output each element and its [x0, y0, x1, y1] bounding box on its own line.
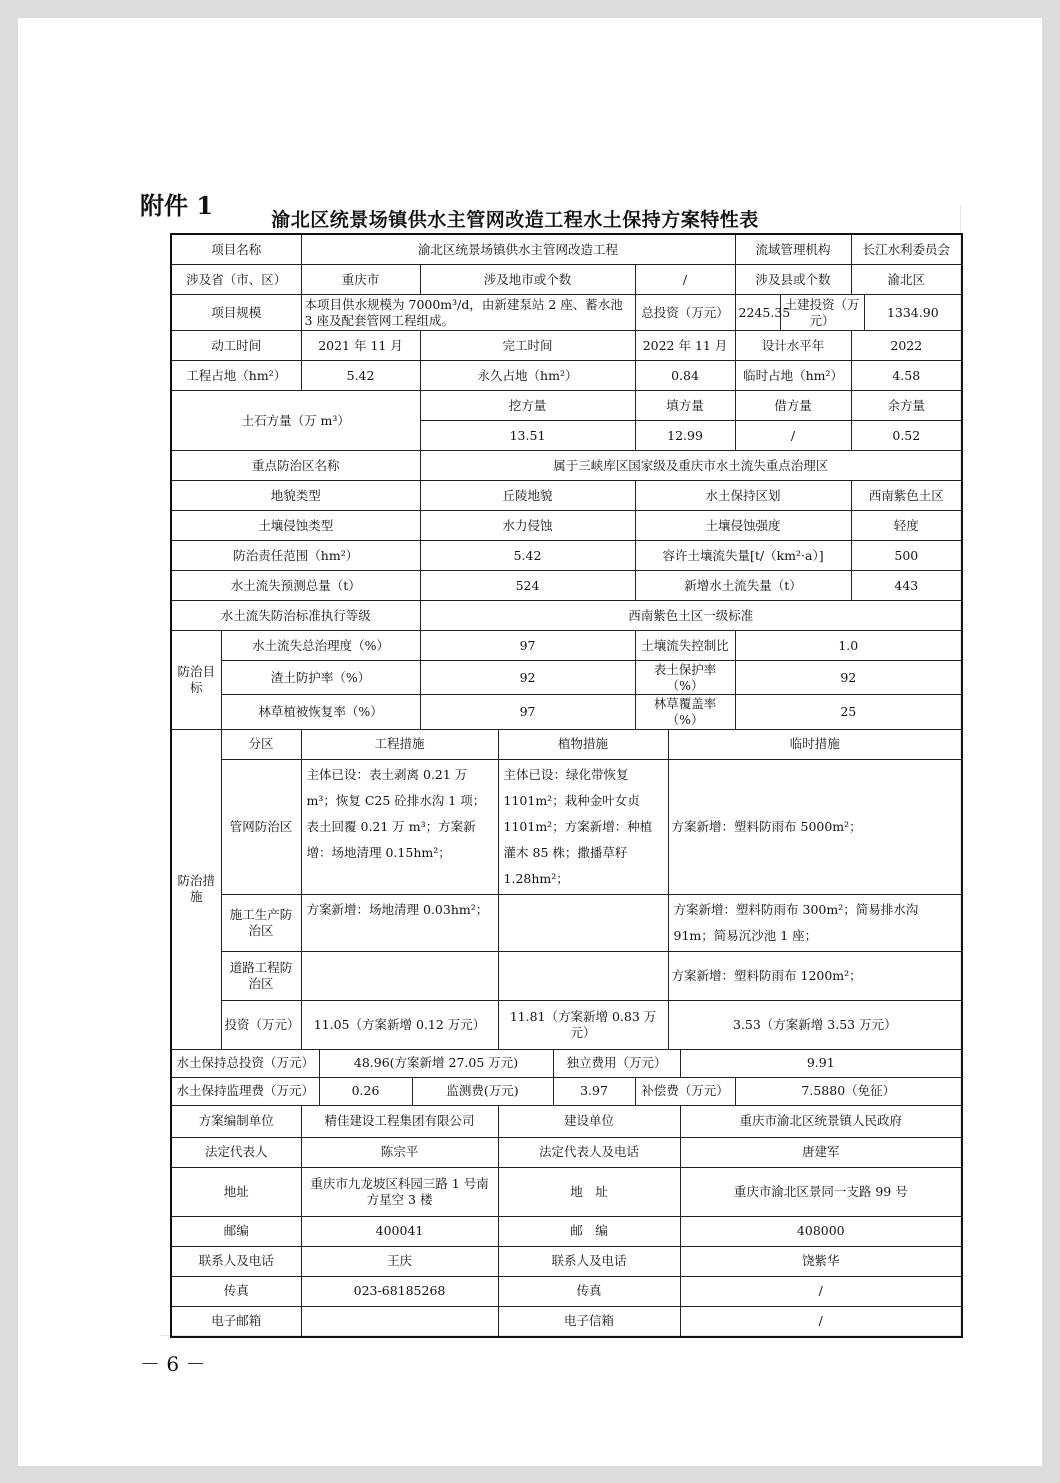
table-cell: 土壤侵蚀类型 — [171, 511, 420, 541]
table-cell: 联系人及电话 — [498, 1246, 680, 1276]
targets-label: 防治目标 — [171, 631, 221, 730]
table-cell: 25 — [735, 695, 962, 729]
table-cell: 3.53（方案新增 3.53 万元） — [668, 1000, 962, 1049]
table-cell — [301, 1306, 498, 1337]
table-row — [171, 695, 962, 729]
table-cell: 2022 — [851, 331, 962, 361]
table-cell: 水土流失防治标准执行等级 — [171, 601, 420, 631]
table-cell: / — [680, 1306, 962, 1337]
table-cell: 建设单位 — [498, 1105, 680, 1137]
table-cell: / — [735, 421, 851, 451]
table-cell: 工程措施 — [301, 729, 498, 759]
table-row — [171, 661, 962, 695]
table-cell: 9.91 — [680, 1049, 962, 1077]
table-cell: 方案新增：塑料防雨布 300m²；简易排水沟 91m；简易沉沙池 1 座； — [668, 894, 962, 951]
table-row — [171, 481, 962, 511]
table-cell: 唐建军 — [680, 1137, 962, 1167]
table-cell: 邮编 — [171, 1216, 301, 1246]
table-cell: 7.5880（免征） — [735, 1077, 962, 1105]
table-row — [171, 1306, 962, 1337]
table-cell: 2245.35 — [735, 295, 780, 331]
table-cell: 重庆市渝北区统景镇人民政府 — [680, 1105, 962, 1137]
project-name: 渝北区统景场镇供水主管网改造工程 — [301, 234, 735, 265]
table-cell: 土壤侵蚀强度 — [635, 511, 851, 541]
table-cell: 传真 — [171, 1276, 301, 1306]
table-cell: 水土流失总治理度（%） — [221, 631, 420, 661]
table-cell: 联系人及电话 — [171, 1246, 301, 1276]
table-cell: 方案新增：场地清理 0.03hm²； — [301, 894, 498, 951]
table-cell: 轻度 — [851, 511, 962, 541]
table-cell: 管网防治区 — [221, 759, 301, 894]
table-cell: 表土保护率（%） — [635, 661, 735, 695]
table-cell: 林草植被恢复率（%） — [221, 695, 420, 729]
table-row — [171, 1105, 962, 1137]
table-cell: / — [635, 265, 735, 295]
table-cell: 邮 编 — [498, 1216, 680, 1246]
table-cell: 92 — [735, 661, 962, 695]
table-cell: 长江水利委员会 — [851, 234, 962, 265]
table-cell: 借方量 — [735, 391, 851, 421]
project-scale: 本项目供水规模为 7000m³/d，由新建泵站 2 座、蓄水池 3 座及配套管网工程组成。 — [301, 295, 635, 331]
table-row — [171, 451, 962, 481]
attachment-label: 附件 1 — [140, 191, 214, 220]
table-cell: 重庆市 — [301, 265, 420, 295]
table-cell: 工程占地（hm²） — [171, 361, 301, 391]
table-cell: 传真 — [498, 1276, 680, 1306]
table-cell: 水力侵蚀 — [420, 511, 635, 541]
table-cell: 西南紫色土区 — [851, 481, 962, 511]
table-cell: 项目名称 — [171, 234, 301, 265]
page-number: － 6 － — [140, 1352, 206, 1376]
table-cell: 填方量 — [635, 391, 735, 421]
table-cell: 道路工程防治区 — [221, 951, 301, 1000]
table-cell: 方案新增：塑料防雨布 5000m²； — [668, 759, 962, 894]
table-cell: 涉及省（市、区） — [171, 265, 301, 295]
table-cell: 监测费(万元) — [412, 1077, 553, 1105]
table-row — [171, 894, 962, 951]
earthwork-label: 土石方量（万 m³） — [171, 391, 420, 451]
table-row — [171, 1167, 962, 1216]
table-cell: 48.96(方案新增 27.05 万元) — [319, 1049, 553, 1077]
table-cell: / — [680, 1276, 962, 1306]
table-row — [171, 631, 962, 661]
table-cell: 法定代表人及电话 — [498, 1137, 680, 1167]
table-cell: 主体已设：表土剥离 0.21 万 m³；恢复 C25 砼排水沟 1 项；表土回覆 0.21 万 m³；方案新增：场地清理 0.15hm²； — [301, 759, 498, 894]
table-cell: 投资（万元） — [221, 1000, 301, 1049]
table-cell: 设计水平年 — [735, 331, 851, 361]
table-cell: 水土流失预测总量（t） — [171, 571, 420, 601]
table-cell: 1.0 — [735, 631, 962, 661]
table-cell: 0.26 — [319, 1077, 412, 1105]
table-cell: 临时措施 — [668, 729, 962, 759]
table-cell: 地址 — [171, 1167, 301, 1216]
table-cell: 5.42 — [301, 361, 420, 391]
table-cell: 流域管理机构 — [735, 234, 851, 265]
table-cell: 挖方量 — [420, 391, 635, 421]
table-cell: 总投资（万元） — [635, 295, 735, 331]
table-cell: 涉及县或个数 — [735, 265, 851, 295]
table-cell: 11.05（方案新增 0.12 万元） — [301, 1000, 498, 1049]
table-cell: 防治责任范围（hm²） — [171, 541, 420, 571]
table-cell: 临时占地（hm²） — [735, 361, 851, 391]
table-cell: 电子信箱 — [498, 1306, 680, 1337]
table-cell: 植物措施 — [498, 729, 668, 759]
table-cell: 1334.90 — [864, 295, 962, 331]
table-cell: 动工时间 — [171, 331, 301, 361]
table-cell: 土建投资（万元） — [780, 295, 864, 331]
table-cell: 92 — [420, 661, 635, 695]
table-cell: 400041 — [301, 1216, 498, 1246]
table-cell: 2021 年 11 月 — [301, 331, 420, 361]
table-cell: 余方量 — [851, 391, 962, 421]
table-cell: 王庆 — [301, 1246, 498, 1276]
table-cell: 0.84 — [635, 361, 735, 391]
table-row — [171, 511, 962, 541]
table-cell: 0.52 — [851, 421, 962, 451]
table-cell: 地 址 — [498, 1167, 680, 1216]
table-row — [171, 234, 962, 265]
table-cell: 408000 — [680, 1216, 962, 1246]
table-row — [171, 1049, 962, 1077]
table-cell: 11.81（方案新增 0.83 万元） — [498, 1000, 668, 1049]
table-cell: 法定代表人 — [171, 1137, 301, 1167]
table-cell: 饶紫华 — [680, 1246, 962, 1276]
table-cell: 500 — [851, 541, 962, 571]
table-cell: 永久占地（hm²） — [420, 361, 635, 391]
table-cell — [498, 951, 668, 1000]
table-cell: 涉及地市或个数 — [420, 265, 635, 295]
table-row — [171, 1137, 962, 1167]
table-row — [171, 1246, 962, 1276]
table-row — [171, 1216, 962, 1246]
table-cell: 2022 年 11 月 — [635, 331, 735, 361]
table-cell: 丘陵地貌 — [420, 481, 635, 511]
table-cell: 重点防治区名称 — [171, 451, 420, 481]
table-cell: 97 — [420, 631, 635, 661]
table-cell: 023-68185268 — [301, 1276, 498, 1306]
table-row — [171, 295, 962, 331]
table-cell: 电子邮箱 — [171, 1306, 301, 1337]
table-cell: 容许土壤流失量[t/（km²·a）] — [635, 541, 851, 571]
table-cell: 项目规模 — [171, 295, 301, 331]
table-cell: 完工时间 — [420, 331, 635, 361]
table-cell: 443 — [851, 571, 962, 601]
table-row — [171, 601, 962, 631]
table-row — [171, 391, 962, 421]
table-cell: 补偿费（万元） — [635, 1077, 735, 1105]
table-row — [171, 1000, 962, 1049]
table-cell: 渝北区 — [851, 265, 962, 295]
table-row — [171, 265, 962, 295]
table-row — [171, 361, 962, 391]
table-cell: 水土保持总投资（万元） — [171, 1049, 319, 1077]
table-title: 渝北区统景场镇供水主管网改造工程水土保持方案特性表 — [271, 209, 759, 231]
table-cell: 方案编制单位 — [171, 1105, 301, 1137]
table-cell: 主体已设：绿化带恢复 1101m²；栽种金叶女贞 1101m²；方案新增：种植灌木 85 株；撒播草籽 1.28hm²； — [498, 759, 668, 894]
table-cell: 独立费用（万元） — [553, 1049, 680, 1077]
table-row — [171, 541, 962, 571]
table-row — [171, 759, 962, 894]
table-cell: 12.99 — [635, 421, 735, 451]
table-cell: 重庆市九龙坡区科园三路 1 号南方星空 3 楼 — [301, 1167, 498, 1216]
table-cell: 施工生产防治区 — [221, 894, 301, 951]
table-cell: 地貌类型 — [171, 481, 420, 511]
table-cell: 5.42 — [420, 541, 635, 571]
table-cell: 水土保持区划 — [635, 481, 851, 511]
table-row — [171, 1077, 962, 1105]
table-cell: 97 — [420, 695, 635, 729]
table-cell — [498, 894, 668, 951]
characteristics-table — [170, 233, 963, 1338]
table-row — [171, 1276, 962, 1306]
table-cell: 土壤流失控制比 — [635, 631, 735, 661]
table-cell: 属于三峡库区国家级及重庆市水土流失重点治理区 — [420, 451, 962, 481]
table-row — [171, 951, 962, 1000]
table-cell: 524 — [420, 571, 635, 601]
measures-label: 防治措施 — [171, 729, 221, 1049]
table-cell: 4.58 — [851, 361, 962, 391]
table-cell: 方案新增：塑料防雨布 1200m²； — [668, 951, 962, 1000]
table-cell: 水土保持监理费（万元） — [171, 1077, 319, 1105]
table-cell: 西南紫色土区一级标准 — [420, 601, 962, 631]
table-cell: 13.51 — [420, 421, 635, 451]
table-cell: 新增水土流失量（t） — [635, 571, 851, 601]
table-cell: 3.97 — [553, 1077, 635, 1105]
table-cell: 精佳建设工程集团有限公司 — [301, 1105, 498, 1137]
table-cell: 林草覆盖率（%） — [635, 695, 735, 729]
table-row — [171, 571, 962, 601]
table-cell: 陈宗平 — [301, 1137, 498, 1167]
table-cell — [301, 951, 498, 1000]
table-row — [171, 729, 962, 759]
table-cell: 分区 — [221, 729, 301, 759]
table-cell: 重庆市渝北区景同一支路 99 号 — [680, 1167, 962, 1216]
table-cell: 渣土防护率（%） — [221, 661, 420, 695]
table-row — [171, 331, 962, 361]
